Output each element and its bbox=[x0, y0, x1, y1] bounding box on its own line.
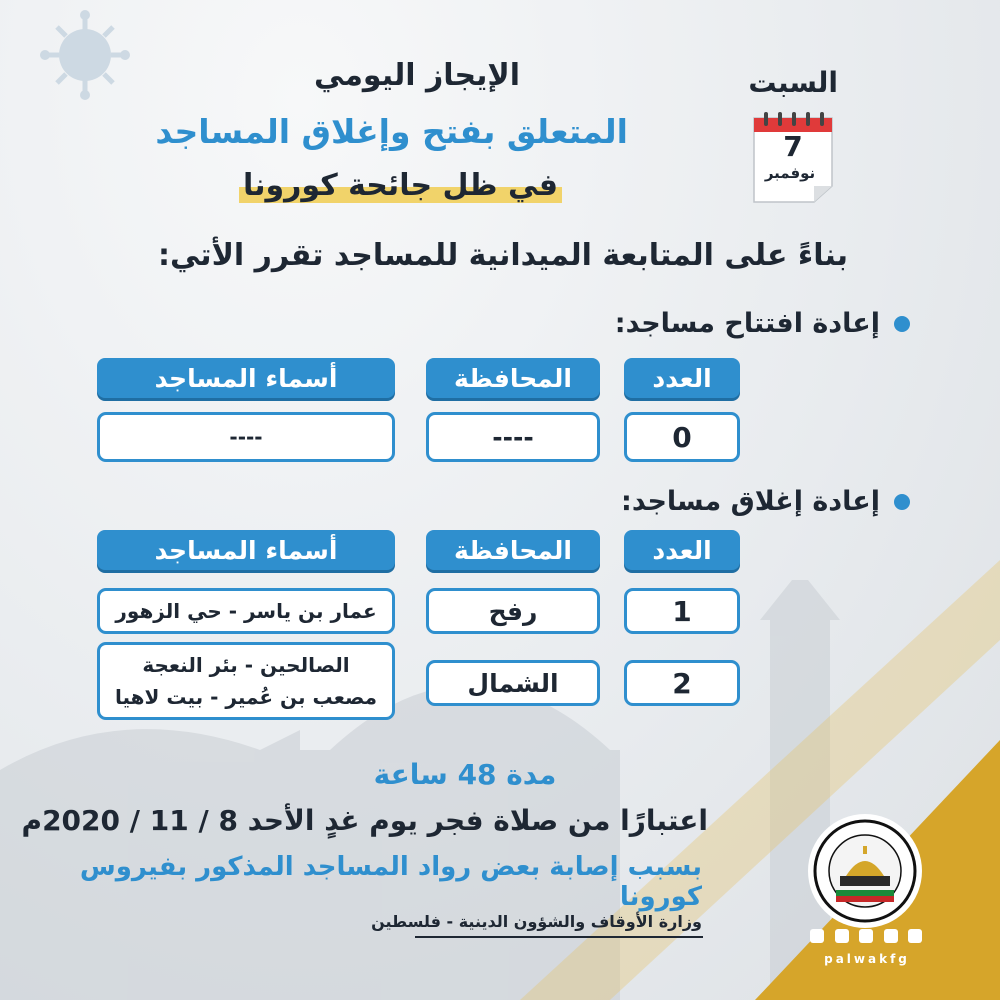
reopen-header-governorate: المحافظة bbox=[426, 358, 600, 398]
social-handle: palwakfg bbox=[824, 952, 910, 966]
close-row-2-governorate: الشمال bbox=[426, 660, 600, 706]
intro-text: بناءً على المتابعة الميدانية للمساجد تقرر الأتي: bbox=[157, 238, 848, 273]
reopen-header-count: العدد bbox=[624, 358, 740, 398]
duration-text: مدة 48 ساعة bbox=[373, 758, 557, 791]
youtube-icon[interactable] bbox=[884, 929, 898, 943]
bullet-dot bbox=[894, 494, 910, 510]
calendar-icon bbox=[750, 108, 836, 204]
mosque-name: عمار بن ياسر - حي الزهور bbox=[115, 599, 377, 623]
instagram-icon[interactable] bbox=[859, 929, 873, 943]
divider bbox=[415, 936, 703, 938]
title-line-2: المتعلق بفتح وإغلاق المساجد bbox=[155, 112, 628, 151]
mosque-name: الصالحين - بئر النعجة bbox=[142, 653, 350, 677]
start-text: اعتبارًا من صلاة فجر يوم غدٍ الأحد 8 / 11 / 2020م bbox=[21, 804, 708, 837]
close-heading bbox=[621, 486, 910, 517]
telegram-icon[interactable] bbox=[908, 929, 922, 943]
close-row-2-names bbox=[97, 642, 395, 720]
close-header-count: العدد bbox=[624, 530, 740, 570]
title-line-3: في ظل جائحة كورونا bbox=[239, 168, 562, 203]
close-row-1-governorate: رفح bbox=[426, 588, 600, 634]
close-row-1-count: 1 bbox=[624, 588, 740, 634]
bullet-dot bbox=[894, 316, 910, 332]
close-heading-text: إعادة إغلاق مساجد: bbox=[621, 486, 880, 517]
facebook-icon[interactable] bbox=[810, 929, 824, 943]
calendar-day: 7 bbox=[783, 130, 803, 163]
close-header-names: أسماء المساجد bbox=[97, 530, 395, 570]
reopen-row-governorate: ---- bbox=[426, 412, 600, 462]
social-icons bbox=[810, 929, 922, 943]
twitter-icon[interactable] bbox=[835, 929, 849, 943]
ministry-name: وزارة الأوقاف والشؤون الدينية - فلسطين bbox=[371, 912, 702, 931]
calendar-month: نوفمبر bbox=[764, 164, 816, 182]
reopen-heading-text: إعادة افتتاح مساجد: bbox=[614, 308, 880, 339]
reopen-row-names bbox=[97, 412, 395, 462]
reopen-heading bbox=[615, 308, 910, 339]
reason-text: بسبب إصابة بعض رواد المساجد المذكور بفيروس كورونا bbox=[79, 852, 702, 912]
ministry-logo bbox=[806, 812, 924, 930]
close-row-1-names bbox=[97, 588, 395, 634]
reopen-header-names: أسماء المساجد bbox=[97, 358, 395, 398]
mosque-name: ---- bbox=[229, 425, 263, 449]
title-line-1: الإيجاز اليومي bbox=[313, 58, 520, 93]
day-name: السبت bbox=[748, 66, 838, 99]
mosque-name: مصعب بن عُمير - بيت لاهيا bbox=[114, 685, 378, 709]
close-row-2-count: 2 bbox=[624, 660, 740, 706]
close-header-governorate: المحافظة bbox=[426, 530, 600, 570]
reopen-row-count: 0 bbox=[624, 412, 740, 462]
